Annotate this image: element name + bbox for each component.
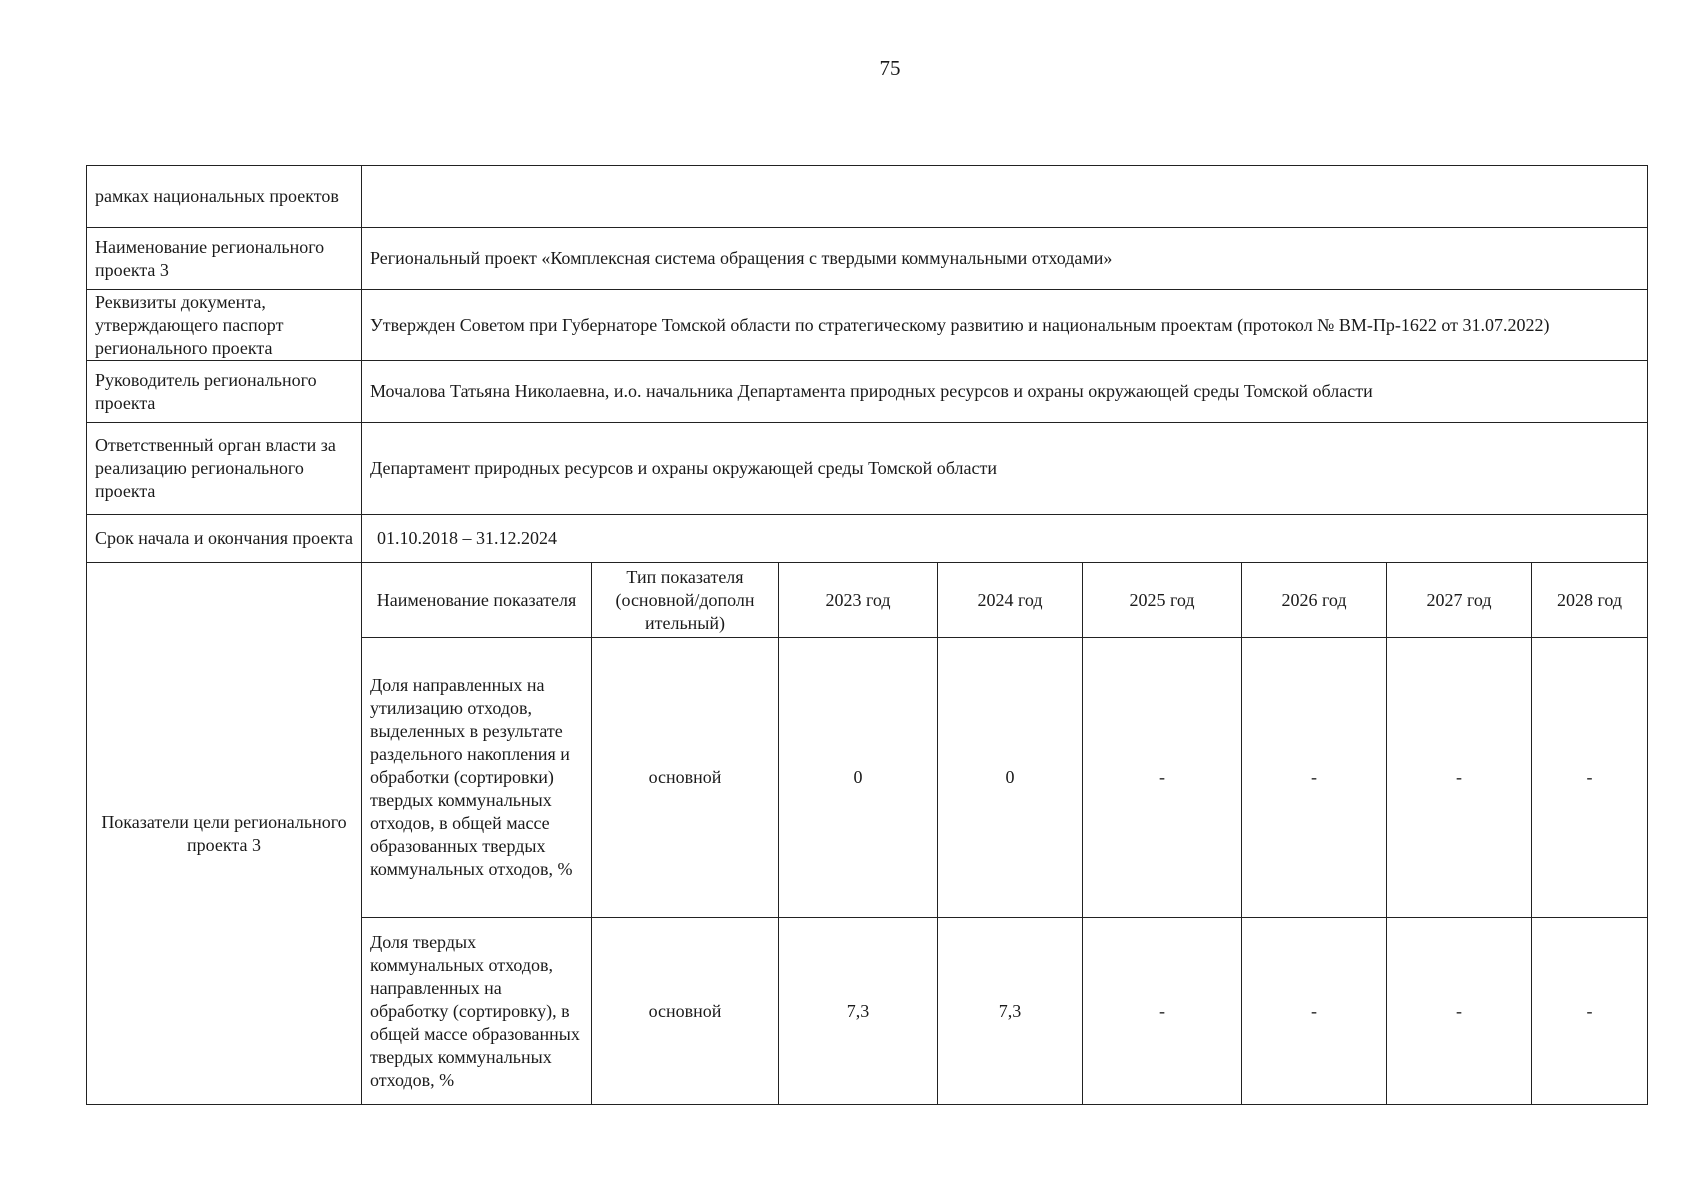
indicators-section-label: Показатели цели регионального проекта 3 — [87, 563, 362, 1105]
indicator-value: - — [1387, 638, 1532, 918]
row-value: Региональный проект «Комплексная система обращения с твердыми коммунальными отходами» — [362, 228, 1648, 290]
indicator-value: 7,3 — [938, 918, 1083, 1105]
header-indicator-name: Наименование показателя — [362, 563, 592, 638]
indicator-name: Доля направленных на утилизацию отходов, выделенных в результате раздельного накопления и обработки (сортировки) твердых коммунальных отходов, в общей массе образованных твердых коммунальных отходов, % — [362, 638, 592, 918]
indicator-value: - — [1532, 638, 1648, 918]
row-label: Срок начала и окончания проекта — [87, 515, 362, 563]
indicator-value: - — [1242, 918, 1387, 1105]
row-label: Реквизиты документа, утверждающего паспорт регионального проекта — [87, 290, 362, 361]
indicator-type: основной — [592, 638, 779, 918]
table-row — [87, 361, 1648, 423]
row-value: 01.10.2018 – 31.12.2024 — [362, 515, 1648, 563]
indicator-value: 7,3 — [779, 918, 938, 1105]
row-value: Департамент природных ресурсов и охраны окружающей среды Томской области — [362, 423, 1648, 515]
indicator-type: основной — [592, 918, 779, 1105]
row-value: Мочалова Татьяна Николаевна, и.о. начальника Департамента природных ресурсов и охраны окружающей среды Томской области — [362, 361, 1648, 423]
header-indicator-type: Тип показателя (основной/дополн ительный) — [592, 563, 779, 638]
page-number: 75 — [879, 56, 901, 80]
table-row — [87, 228, 1648, 290]
table-row — [87, 166, 1648, 228]
row-value: Утвержден Советом при Губернаторе Томской области по стратегическому развитию и национальным проектам (протокол № ВМ-Пр-1622 от 31.07.2022) — [362, 290, 1648, 361]
indicator-value: - — [1387, 918, 1532, 1105]
header-year: 2027 год — [1387, 563, 1532, 638]
indicator-value: 0 — [779, 638, 938, 918]
header-year: 2024 год — [938, 563, 1083, 638]
row-label: Ответственный орган власти за реализацию регионального проекта — [87, 423, 362, 515]
indicator-value: - — [1083, 918, 1242, 1105]
indicator-value: 0 — [938, 638, 1083, 918]
table-row — [87, 290, 1648, 361]
table-row — [87, 423, 1648, 515]
row-value — [362, 166, 1648, 228]
indicator-value: - — [1532, 918, 1648, 1105]
header-year: 2025 год — [1083, 563, 1242, 638]
header-year: 2026 год — [1242, 563, 1387, 638]
indicator-header-row — [87, 563, 1648, 638]
regional-project-table — [86, 165, 1648, 1105]
row-label: Наименование регионального проекта 3 — [87, 228, 362, 290]
row-label: Руководитель регионального проекта — [87, 361, 362, 423]
header-year: 2023 год — [779, 563, 938, 638]
table-row — [87, 515, 1648, 563]
row-label: рамках национальных проектов — [87, 166, 362, 228]
header-year: 2028 год — [1532, 563, 1648, 638]
indicator-value: - — [1242, 638, 1387, 918]
indicator-value: - — [1083, 638, 1242, 918]
indicator-name: Доля твердых коммунальных отходов, направленных на обработку (сортировку), в общей массе образованных твердых коммунальных отходов, % — [362, 918, 592, 1105]
